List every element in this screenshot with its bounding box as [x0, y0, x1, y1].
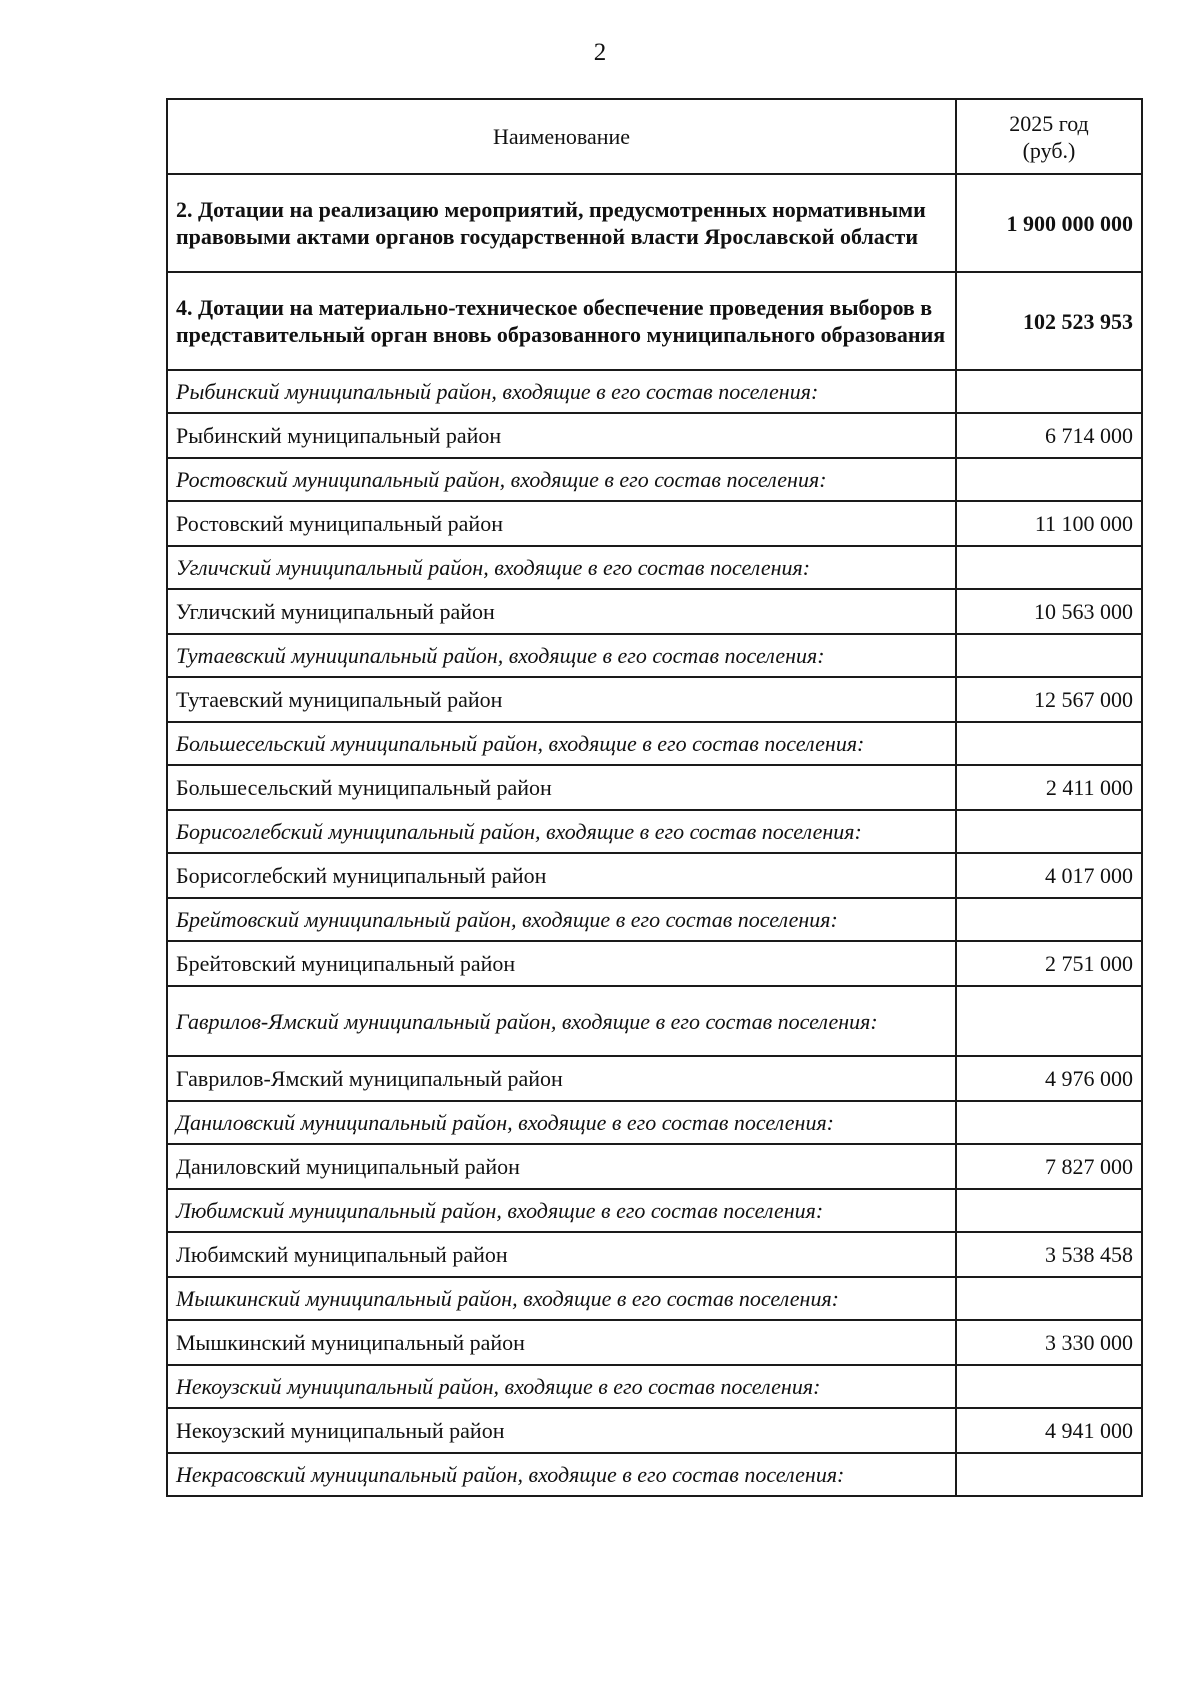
group-title: Мышкинский муниципальный район, входящие в его состав поселения:: [167, 1277, 956, 1320]
budget-table: [166, 98, 1143, 1497]
group-title: Рыбинский муниципальный район, входящие в его состав поселения:: [167, 370, 956, 413]
group-amount-empty: [956, 1365, 1142, 1408]
table-row: [167, 1232, 1142, 1277]
district-amount: 4 976 000: [956, 1056, 1142, 1101]
district-amount: 2 411 000: [956, 765, 1142, 810]
table-row: [167, 1144, 1142, 1189]
district-name: Ростовский муниципальный район: [167, 501, 956, 546]
group-title: Ростовский муниципальный район, входящие в его состав поселения:: [167, 458, 956, 501]
district-name: Угличский муниципальный район: [167, 589, 956, 634]
section-title: 2. Дотации на реализацию мероприятий, предусмотренных нормативными правовыми актами органов государственной власти Ярославской области: [167, 174, 956, 272]
group-title: Даниловский муниципальный район, входящие в его состав поселения:: [167, 1101, 956, 1144]
group-title: Гаврилов-Ямский муниципальный район, входящие в его состав поселения:: [167, 986, 956, 1056]
group-header-row: [167, 1189, 1142, 1232]
group-header-row: [167, 1101, 1142, 1144]
district-amount: 3 330 000: [956, 1320, 1142, 1365]
group-header-row: [167, 986, 1142, 1056]
group-amount-empty: [956, 458, 1142, 501]
group-title: Тутаевский муниципальный район, входящие в его состав поселения:: [167, 634, 956, 677]
district-amount: 3 538 458: [956, 1232, 1142, 1277]
district-name: Брейтовский муниципальный район: [167, 941, 956, 986]
group-amount-empty: [956, 810, 1142, 853]
group-header-row: [167, 458, 1142, 501]
group-amount-empty: [956, 370, 1142, 413]
district-name: Тутаевский муниципальный район: [167, 677, 956, 722]
table-header: [167, 99, 1142, 174]
table-row: [167, 1320, 1142, 1365]
column-header-name: Наименование: [167, 99, 956, 174]
district-name: Даниловский муниципальный район: [167, 1144, 956, 1189]
district-name: Борисоглебский муниципальный район: [167, 853, 956, 898]
table-body: [167, 174, 1142, 1496]
section-row: [167, 272, 1142, 370]
group-header-row: [167, 634, 1142, 677]
group-title: Борисоглебский муниципальный район, входящие в его состав поселения:: [167, 810, 956, 853]
group-header-row: [167, 722, 1142, 765]
group-header-row: [167, 1453, 1142, 1496]
district-name: Любимский муниципальный район: [167, 1232, 956, 1277]
district-amount: 11 100 000: [956, 501, 1142, 546]
group-amount-empty: [956, 1101, 1142, 1144]
table-row: [167, 765, 1142, 810]
group-header-row: [167, 810, 1142, 853]
group-amount-empty: [956, 1189, 1142, 1232]
group-title: Брейтовский муниципальный район, входящие в его состав поселения:: [167, 898, 956, 941]
district-name: Рыбинский муниципальный район: [167, 413, 956, 458]
group-amount-empty: [956, 546, 1142, 589]
group-amount-empty: [956, 986, 1142, 1056]
table-row: [167, 941, 1142, 986]
group-amount-empty: [956, 722, 1142, 765]
group-title: Любимский муниципальный район, входящие в его состав поселения:: [167, 1189, 956, 1232]
table-row: [167, 589, 1142, 634]
group-amount-empty: [956, 1277, 1142, 1320]
group-amount-empty: [956, 898, 1142, 941]
district-name: Гаврилов-Ямский муниципальный район: [167, 1056, 956, 1101]
column-header-year-label: 2025 год: [1009, 110, 1089, 136]
district-amount: 7 827 000: [956, 1144, 1142, 1189]
table-row: [167, 501, 1142, 546]
group-amount-empty: [956, 634, 1142, 677]
group-title: Некрасовский муниципальный район, входящие в его состав поселения:: [167, 1453, 956, 1496]
group-title: Угличский муниципальный район, входящие в его состав поселения:: [167, 546, 956, 589]
table-row: [167, 677, 1142, 722]
district-amount: 4 017 000: [956, 853, 1142, 898]
district-name: Мышкинский муниципальный район: [167, 1320, 956, 1365]
district-amount: 10 563 000: [956, 589, 1142, 634]
table-header-row: [167, 99, 1142, 174]
column-header-year: [956, 99, 1142, 174]
group-header-row: [167, 546, 1142, 589]
group-header-row: [167, 1365, 1142, 1408]
district-amount: 12 567 000: [956, 677, 1142, 722]
group-header-row: [167, 898, 1142, 941]
district-amount: 4 941 000: [956, 1408, 1142, 1453]
page-number: 2: [593, 39, 607, 66]
table-row: [167, 413, 1142, 458]
column-header-year-unit: (руб.): [1022, 137, 1076, 163]
table-row: [167, 1056, 1142, 1101]
district-amount: 6 714 000: [956, 413, 1142, 458]
table-row: [167, 1408, 1142, 1453]
section-row: [167, 174, 1142, 272]
district-amount: 2 751 000: [956, 941, 1142, 986]
group-amount-empty: [956, 1453, 1142, 1496]
district-name: Большесельский муниципальный район: [167, 765, 956, 810]
table-row: [167, 853, 1142, 898]
group-header-row: [167, 1277, 1142, 1320]
district-name: Некоузский муниципальный район: [167, 1408, 956, 1453]
section-title: 4. Дотации на материально-техническое обеспечение проведения выборов в представительный орган вновь образованного муниципального образования: [167, 272, 956, 370]
group-title: Некоузский муниципальный район, входящие в его состав поселения:: [167, 1365, 956, 1408]
group-title: Большесельский муниципальный район, входящие в его состав поселения:: [167, 722, 956, 765]
group-header-row: [167, 370, 1142, 413]
section-amount: 102 523 953: [956, 272, 1142, 370]
section-amount: 1 900 000 000: [956, 174, 1142, 272]
